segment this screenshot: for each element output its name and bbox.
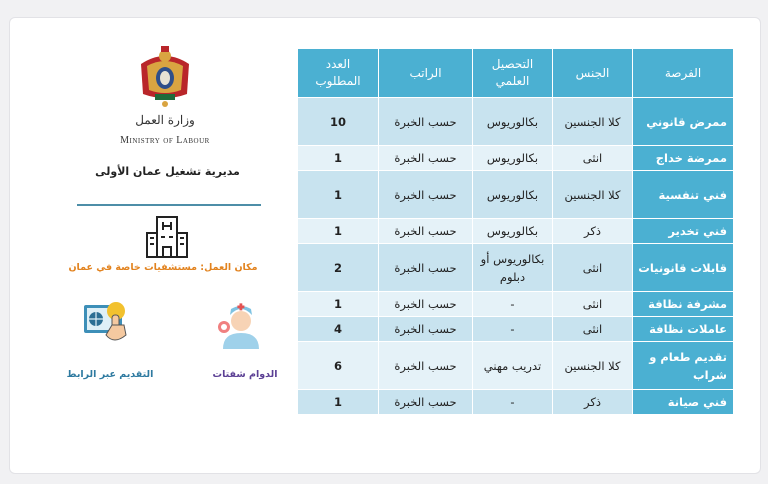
job-cell: فني صيانة [632,389,733,414]
divider [77,204,261,206]
salary-cell: حسب الخبرة [378,97,472,145]
count-cell: 10 [297,97,378,145]
count-cell: 1 [297,145,378,170]
table-row [297,170,733,218]
job-cell: عاملات نظافة [632,316,733,341]
count-cell: 1 [297,218,378,243]
count-cell: 6 [297,341,378,389]
hospital-building-icon [143,213,191,261]
ministry-name-english: Ministry of Labour [120,135,210,146]
education-cell: بكالوريوس [472,170,552,218]
job-cell: فني تخدير [632,218,733,243]
education-cell: - [472,389,552,414]
salary-cell: حسب الخبرة [378,291,472,316]
directorate-title: مديرية تشغيل عمان الأولى [95,165,240,178]
header-count: العدد المطلوب [297,49,378,97]
education-cell: بكالوريوس أو دبلوم [472,243,552,291]
table-row [297,341,733,389]
ministry-name-arabic: وزارة العمل [135,113,195,127]
education-cell: بكالوريوس [472,145,552,170]
salary-cell: حسب الخبرة [378,170,472,218]
table-row [297,291,733,316]
count-cell: 4 [297,316,378,341]
header-gender: الجنس [552,49,632,97]
gender-cell: انثى [552,243,632,291]
count-cell: 1 [297,291,378,316]
gender-cell: انثى [552,291,632,316]
table-header-row [297,49,733,97]
salary-cell: حسب الخبرة [378,145,472,170]
salary-cell: حسب الخبرة [378,218,472,243]
workplace-info: مكان العمل: مستشفيات خاصة في عمان [68,262,258,273]
header-job: الفرصة [632,49,733,97]
table-row [297,389,733,414]
education-cell: - [472,316,552,341]
shifts-label: الدوام شفتات [212,369,278,380]
count-cell: 1 [297,389,378,414]
education-cell: بكالوريوس [472,218,552,243]
table-row [297,97,733,145]
gender-cell: كلا الجنسين [552,97,632,145]
count-cell: 2 [297,243,378,291]
education-cell: بكالوريوس [472,97,552,145]
gender-cell: انثى [552,145,632,170]
header-salary: الراتب [378,49,472,97]
job-cell: ممرضة خداج [632,145,733,170]
table-row [297,316,733,341]
table-row [297,218,733,243]
job-cell: تقديم طعام و شراب [632,341,733,389]
salary-cell: حسب الخبرة [378,341,472,389]
header-education: التحصيل العلمي [472,49,552,97]
salary-cell: حسب الخبرة [378,243,472,291]
education-cell: - [472,291,552,316]
salary-cell: حسب الخبرة [378,316,472,341]
count-cell: 1 [297,170,378,218]
jordan-emblem-icon [137,44,193,108]
gender-cell: كلا الجنسين [552,170,632,218]
job-cell: مشرفة نظافة [632,291,733,316]
table-row [297,243,733,291]
nurse-icon [215,297,267,349]
online-apply-icon [82,297,130,349]
job-cell: فني تنفسية [632,170,733,218]
education-cell: تدريب مهني [472,341,552,389]
gender-cell: انثى [552,316,632,341]
gender-cell: ذكر [552,389,632,414]
table-row [297,145,733,170]
gender-cell: كلا الجنسين [552,341,632,389]
apply-via-link-label: التقديم عبر الرابط [66,369,154,380]
job-openings-table [297,49,733,414]
job-cell: ممرض قانوني [632,97,733,145]
salary-cell: حسب الخبرة [378,389,472,414]
job-cell: قابلات قانونيات [632,243,733,291]
gender-cell: ذكر [552,218,632,243]
